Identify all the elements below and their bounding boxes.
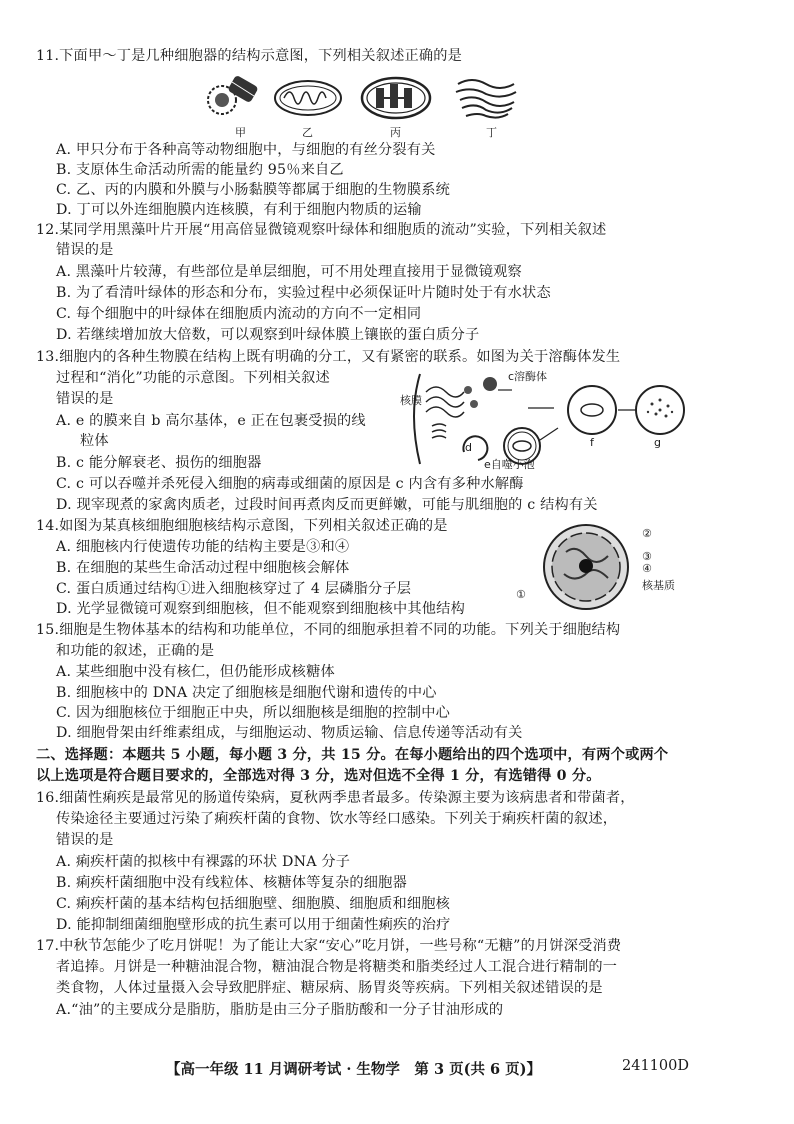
- q16-stem-line1: 16.细菌性痢疾是最常见的肠道传染病，夏秋两季患者最多。传染源主要为该病患者和带菌者，: [36, 790, 635, 806]
- q12-option-a: A. 黑藻叶片较薄，有些部位是单层细胞，可不用处理直接用于显微镜观察: [56, 264, 522, 280]
- mitochondrion-drawing: [275, 81, 341, 115]
- q12-option-d: D. 若继续增加放大倍数，可以观察到叶绿体膜上镶嵌的蛋白质分子: [56, 327, 480, 343]
- q16-option-b: B. 痢疾杆菌细胞中没有线粒体、核糖体等复杂的细胞器: [56, 875, 407, 891]
- q15-option-c: C. 因为细胞核位于细胞正中央，所以细胞核是细胞的控制中心: [56, 705, 451, 721]
- fig-label-4: ④: [642, 562, 652, 575]
- q11-option-b: B. 支原体生命活动所需的能量约 95％来自乙: [56, 162, 344, 178]
- q13-stem-line2: 过程和“消化”功能的示意图。下列相关叙述: [56, 370, 330, 386]
- q11-stem: 11.下面甲～丁是几种细胞器的结构示意图，下列相关叙述正确的是: [36, 48, 463, 64]
- organelle-figure: [200, 68, 530, 128]
- q14-option-d: D. 光学显微镜可观察到细胞核，但不能观察到细胞核中其他结构: [56, 601, 465, 617]
- q14-option-a: A. 细胞核内行使遗传功能的结构主要是③和④: [56, 539, 350, 555]
- q13-option-c: C. c 可以吞噬并杀死侵入细胞的病毒或细菌的原因是 c 内含有多种水解酶: [56, 476, 524, 492]
- fig-label-ding: 丁: [486, 126, 497, 139]
- fig-label-autophagosome: e自噬小泡: [484, 458, 535, 471]
- section2-heading-line2: 以上选项是符合题目要求的，全部选对得 3 分，选对但选不全得 1 分，有选错得 0 分。: [36, 768, 601, 784]
- fig-label-f: f: [590, 436, 594, 449]
- fig-label-lysosome: c溶酶体: [508, 370, 548, 383]
- q17-option-a: A.“油”的主要成分是脂肪，脂肪是由三分子脂肪酸和一分子甘油形成的: [56, 1002, 504, 1018]
- q13-option-d: D. 现宰现煮的家禽肉质老，过段时间再煮肉反而更鲜嫩，可能与肌细胞的 c 结构有关: [56, 497, 598, 513]
- q12-option-c: C. 每个细胞中的叶绿体在细胞质内流动的方向不一定相同: [56, 306, 422, 322]
- fig-label-d: d: [465, 441, 472, 454]
- q15-option-b: B. 细胞核中的 DNA 决定了细胞核是细胞代谢和遗传的中心: [56, 685, 437, 701]
- page-code: 241100D: [622, 1058, 689, 1074]
- fig-label-3: ③: [642, 550, 652, 563]
- q15-option-d: D. 细胞骨架由纤维素组成，与细胞运动、物质运输、信息传递等活动有关: [56, 725, 523, 741]
- nucleus-diagram: [538, 522, 638, 614]
- fig-label-bing: 丙: [390, 126, 401, 139]
- q13-option-a-line2: 粒体: [80, 433, 109, 449]
- q15-stem-line1: 15.细胞是生物体基本的结构和功能单位，不同的细胞承担着不同的功能。下列关于细胞结构: [36, 622, 621, 638]
- fig-label-1: ①: [516, 588, 526, 601]
- q16-stem-line3: 错误的是: [56, 832, 114, 848]
- section2-heading-line1: 二、选择题：本题共 5 小题，每小题 3 分，共 15 分。在每小题给出的四个选项中，有两个或两个: [36, 747, 669, 763]
- q14-option-b: B. 在细胞的某些生命活动过程中细胞核会解体: [56, 560, 350, 576]
- fig-label-nuclear-matrix: 核基质: [642, 579, 675, 592]
- q11-option-a: A. 甲只分布于各种高等动物细胞中，与细胞的有丝分裂有关: [56, 142, 436, 158]
- q16-option-c: C. 痢疾杆菌的基本结构包括细胞壁、细胞膜、细胞质和细胞核: [56, 896, 451, 912]
- q16-stem-line2: 传染途径主要通过污染了痢疾杆菌的食物、饮水等经口感染。下列关于痢疾杆菌的叙述，: [56, 811, 618, 827]
- q11-option-d: D. 丁可以外连细胞膜内连核膜，有利于细胞内物质的运输: [56, 202, 422, 218]
- er-drawing: [456, 80, 516, 118]
- fig-label-2: ②: [642, 527, 652, 540]
- lysosome-diagram: [398, 370, 698, 470]
- q15-stem-line2: 和功能的叙述，正确的是: [56, 643, 215, 659]
- page-footer: 【高一年级 11 月调研考试 · 生物学 第 3 页(共 6 页)】: [166, 1061, 542, 1078]
- q12-stem-line1: 12.某同学用黑藻叶片开展“用高倍显微镜观察叶绿体和细胞质的流动”实验，下列相关叙述: [36, 222, 607, 238]
- q12-stem-line2: 错误的是: [56, 242, 114, 258]
- q12-option-b: B. 为了看清叶绿体的形态和分布，实验过程中必须保证叶片随时处于有水状态: [56, 285, 551, 301]
- q17-stem-line2: 者追捧。月饼是一种糖油混合物，糖油混合物是将糖类和脂类经过人工混合进行精制的一: [56, 959, 618, 975]
- q13-stem-line1: 13.细胞内的各种生物膜在结构上既有明确的分工，又有紧密的联系。如图为关于溶酶体发生: [36, 349, 621, 365]
- chloroplast-drawing: [362, 78, 430, 118]
- q14-stem: 14.如图为某真核细胞细胞核结构示意图，下列相关叙述正确的是: [36, 518, 448, 534]
- q13-stem-line3: 错误的是: [56, 391, 114, 407]
- fig-label-g: g: [654, 436, 661, 449]
- q16-option-d: D. 能抑制细菌细胞壁形成的抗生素可以用于细菌性痢疾的治疗: [56, 917, 451, 933]
- q16-option-a: A. 痢疾杆菌的拟核中有裸露的环状 DNA 分子: [56, 854, 351, 870]
- q13-option-a-line1: A. e 的膜来自 b 高尔基体，e 正在包裹受损的线: [56, 413, 366, 429]
- fig-label-jia: 甲: [235, 126, 246, 139]
- q14-option-c: C. 蛋白质通过结构①进入细胞核穿过了 4 层磷脂分子层: [56, 581, 412, 597]
- q15-option-a: A. 某些细胞中没有核仁，但仍能形成核糖体: [56, 664, 335, 680]
- q17-stem-line3: 类食物，人体过量摄入会导致肥胖症、糖尿病、肠胃炎等疾病。下列相关叙述错误的是: [56, 980, 603, 996]
- q13-option-b: B. c 能分解衰老、损伤的细胞器: [56, 455, 262, 471]
- centriole-drawing: [208, 75, 259, 114]
- q17-stem-line1: 17.中秋节怎能少了吃月饼呢！为了能让大家“安心”吃月饼，一些号称“无糖”的月饼深受消费: [36, 938, 622, 954]
- fig-label-nuclear-envelope: 核膜: [400, 394, 422, 407]
- fig-label-yi: 乙: [302, 126, 313, 139]
- q11-option-c: C. 乙、丙的内膜和外膜与小肠黏膜等都属于细胞的生物膜系统: [56, 182, 451, 198]
